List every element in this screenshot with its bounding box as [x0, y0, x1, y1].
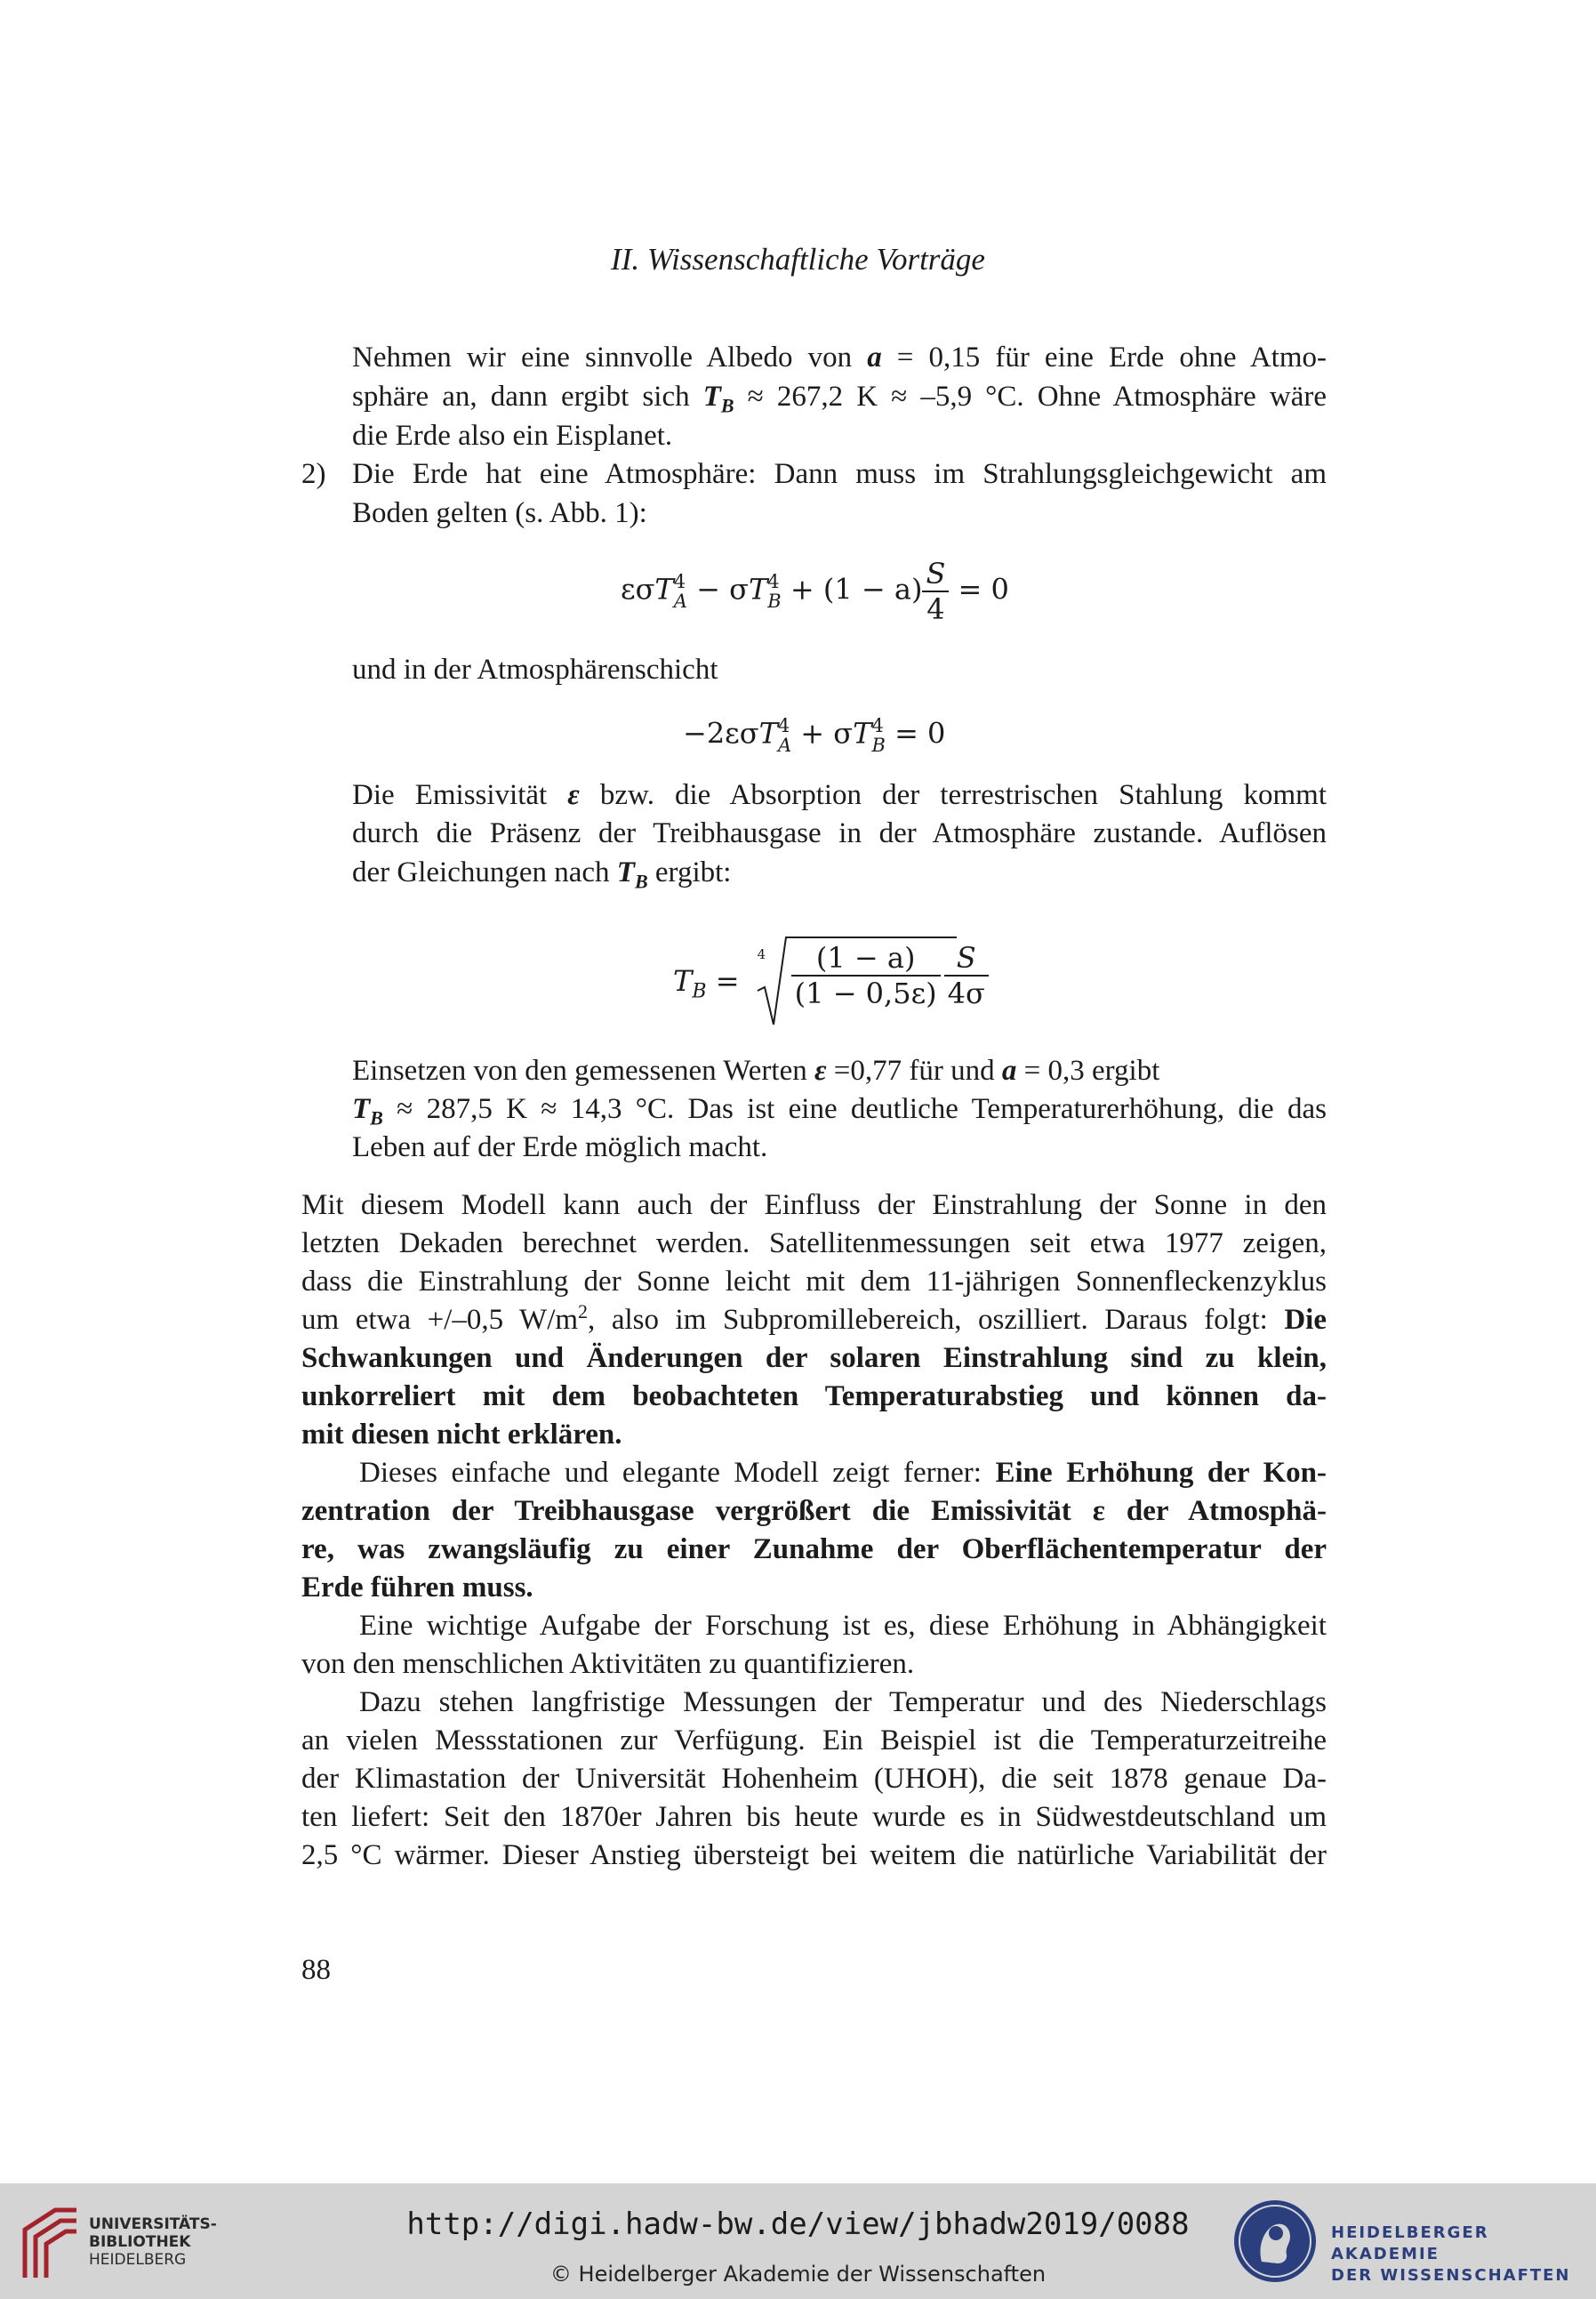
copyright-notice: © Heidelberger Akademie der Wissenschaften	[549, 2262, 1047, 2287]
text-line: Dazu stehen langfristige Messungen der Temperatur und des Niederschlags	[359, 1686, 1327, 1718]
academy-seal-icon	[1231, 2198, 1319, 2285]
text-line: Eine wichtige Aufgabe der Forschung ist es, diese Erhöhung in Abhängigkeit	[359, 1610, 1327, 1642]
text-line: Nehmen wir eine sinnvolle Albedo von a = 0,15 für eine Erde ohne Atmo-	[352, 342, 1327, 374]
text-line: sphäre an, dann ergibt sich $T_B \approx 267,2$ K ≈ –5,9 °C. Ohne Atmosphäre wäre	[352, 381, 1327, 417]
text-line-bold: re, was zwangsläufig zu einer Zunahme der Oberflächentemperatur der	[301, 1533, 1327, 1565]
text-line: ten liefert: Seit den 1870er Jahren bis heute wurde es in Südwestdeutschland um	[301, 1801, 1327, 1833]
running-head: II. Wissenschaftliche Vorträge	[611, 242, 985, 277]
text-line: Leben auf der Erde möglich macht.	[352, 1131, 768, 1163]
text-line: von den menschlichen Aktivitäten zu quantifizieren.	[301, 1648, 915, 1680]
equation-atmosphere-layer: −2εσT 4 A + σT 4 B = 0	[683, 715, 946, 756]
text-line: Die Emissivität ε bzw. die Absorption der terrestrischen Stahlung kommt	[352, 779, 1327, 811]
academy-name: HEIDELBERGER AKADEMIE DER WISSENSCHAFTEN	[1331, 2223, 1571, 2285]
text-line: um etwa +/–0,5 $W/m^2$, also im Subpromillebereich, oszilliert. Daraus folgt: Die	[301, 1300, 1327, 1336]
text-line: an vielen Messstationen zur Verfügung. Ein Beispiel ist die Temperaturzeitreihe	[301, 1724, 1327, 1756]
text-line: Boden gelten (s. Abb. 1):	[352, 497, 647, 529]
page-number: 88	[301, 1954, 331, 1986]
equation-radiation-ground: εσT 4 A − σT 4 B + (1 − a) $\frac{S}{4}$ = 0	[621, 557, 1009, 626]
text-line-bold: mit diesen nicht erklären.	[301, 1419, 622, 1451]
text-line: letzten Dekaden berechnet werden. Satellitenmessungen seit etwa 1977 zeigen,	[301, 1227, 1327, 1259]
text-line-bold: Schwankungen und Änderungen der solaren Einstrahlung sind zu klein,	[301, 1342, 1327, 1374]
text-line: Dieses einfache und elegante Modell zeigt ferner: Eine Erhöhung der Kon-	[359, 1457, 1327, 1489]
text-line-bold: unkorreliert mit dem beobachteten Temperaturabstieg und können da-	[301, 1380, 1327, 1412]
text-line: Die Erde hat eine Atmosphäre: Dann muss im Strahlungsgleichgewicht am	[352, 458, 1327, 490]
text-line: der Klimastation der Universität Hohenheim (UHOH), die seit 1878 genaue Da-	[301, 1763, 1327, 1795]
footer-bar	[0, 2183, 1596, 2299]
university-library-name: UNIVERSITÄTS- BIBLIOTHEK HEIDELBERG	[89, 2215, 217, 2269]
text-line: Einsetzen von den gemessenen Werten ε =0,77 für und a = 0,3 ergibt	[352, 1055, 1160, 1087]
text-line-bold: zentration der Treibhausgase vergrößert die Emissivität ε der Atmosphä-	[301, 1495, 1327, 1527]
text-line: durch die Präsenz der Treibhausgase in der Atmosphäre zustande. Auflösen	[352, 817, 1327, 849]
text-line: der Gleichungen nach $T_B$ ergibt:	[352, 856, 732, 893]
text-line: Mit diesem Modell kann auch der Einfluss der Einstrahlung der Sonne in den	[301, 1189, 1327, 1221]
equation-surface-temperature: $T_B$ = 4 $\frac{(1 - a)}{(1 - 0,5\varepsilon)}$ $\frac{S}{4\sigma}$	[673, 932, 958, 1030]
text-line: die Erde also ein Eisplanet.	[352, 420, 673, 452]
text-line-bold: Erde führen muss.	[301, 1572, 533, 1604]
document-url-link[interactable]: http://digi.hadw-bw.de/view/jbhadw2019/0088	[406, 2207, 1190, 2242]
list-marker: 2)	[301, 458, 326, 490]
text-line: 2,5 °C wärmer. Dieser Anstieg übersteigt bei weitem die natürliche Variabilität der	[301, 1839, 1327, 1871]
text-line: und in der Atmosphärenschicht	[352, 654, 718, 686]
text-line: dass die Einstrahlung der Sonne leicht mit dem 11-jährigen Sonnenfleckenzyklus	[301, 1266, 1327, 1298]
text-line: $T_B \approx 287,5$ K ≈ 14,3 °C. Das ist eine deutliche Temperaturerhöhung, die das	[352, 1093, 1327, 1129]
